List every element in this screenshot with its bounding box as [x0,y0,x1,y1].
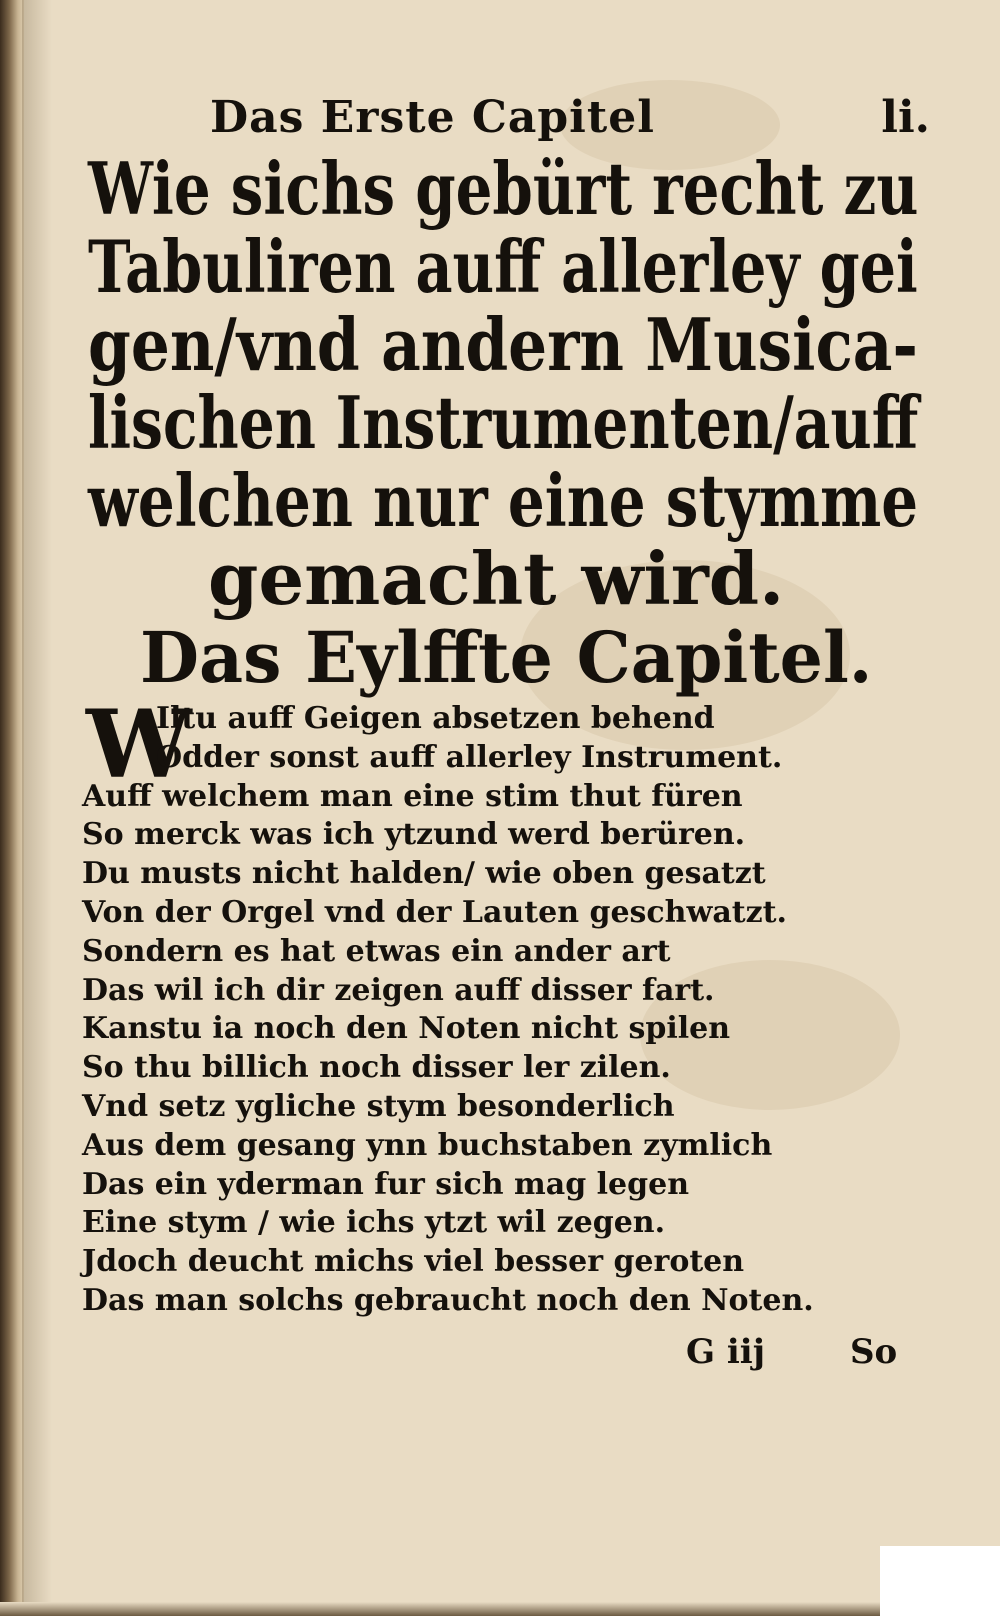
verse-line: Du musts nicht halden/ wie oben gesatzt [82,856,766,892]
verse-line: Das wil ich dir zeigen auff disser fart. [82,972,715,1008]
verse-body [82,690,942,1321]
gutter-shadow [22,0,52,1616]
verse-line: Odder sonst auff allerley Instrument. [156,739,783,775]
drop-initial: W [86,690,192,800]
verse-line: Vnd setz ygliche stym besonderlich [82,1088,675,1124]
binding-edge [0,0,24,1616]
page-bottom-edge [0,1602,1000,1616]
verse-line: Jdoch deucht michs viel besser geroten [82,1244,745,1280]
verse-line: So merck was ich ytzund werd berüren. [82,817,746,853]
verse-line: Kanstu ia noch den Noten nicht spilen [82,1011,731,1047]
heading-line: lischen Instrumenten/auff [88,380,919,465]
running-head-title: Das Erste Capitel [210,92,655,143]
catchword: So [850,1332,898,1372]
folio-number: li. [881,92,930,143]
verse-line: Aus dem gesang ynn buchstaben zymlich [82,1127,773,1163]
verse-line: Das man solchs gebraucht noch den Noten. [82,1282,814,1318]
verse-line: Sondern es hat etwas ein ander art [82,933,671,969]
verse-line: So thu billich noch disser ler zilen. [82,1050,671,1086]
scan-corner [880,1546,1000,1616]
running-head [210,92,930,152]
heading-line: welchen nur eine stymme [88,458,919,543]
heading-line: Tabuliren auff allerley gei [88,224,918,309]
section-heading [88,146,928,621]
verse-line: Auff welchem man eine stim thut füren [82,778,743,814]
chapter-title: Das Eylffte Capitel. [140,616,873,699]
verse-line: Das ein yderman fur sich mag legen [82,1166,690,1202]
signature-mark: G iij [686,1332,766,1372]
verse-line: Eine stym / wie ichs ytzt wil zegen. [82,1205,666,1241]
heading-line: gen/vnd andern Musica- [88,302,918,387]
verse-line: Von der Orgel vnd der Lauten geschwatzt. [82,894,787,930]
verse-line: Iltu auff Geigen absetzen behend [156,701,715,736]
heading-line: Wie sichs gebürt recht zu [88,146,919,231]
heading-line: gemacht wird. [208,536,785,621]
